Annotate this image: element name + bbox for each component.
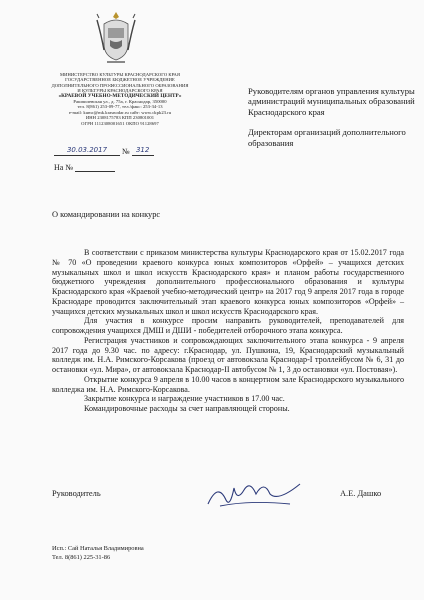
registration-date: 30.03.2017 [54, 146, 120, 156]
subject-line: О командировании на конкурс [52, 210, 161, 219]
number-label: № [122, 147, 130, 156]
phone: тел. 8(861) 253-09-77, тел./факс: 253-34-13 [77, 104, 163, 110]
institution-line: И КУЛЬТУРЫ КРАСНОДАРСКОГО КРАЯ [77, 88, 163, 94]
address: Рашпилевская ул., д. 75а, г. Краснодар, 350000 [73, 99, 167, 105]
signatory-name: А.Е. Дашко [340, 489, 382, 498]
coat-of-arms-icon [95, 10, 137, 66]
registration-date-line [54, 146, 154, 156]
center-name: «КРАЕВОЙ УЧЕБНО-МЕТОДИЧЕСКИЙ ЦЕНТР» [58, 92, 182, 99]
body-paragraph: Открытие конкурса 9 апреля в 10.00 часов в концертном зале Краснодарского музыкального колледжа им. Н.А. Римского-Корсакова. [52, 374, 404, 394]
letterhead [22, 72, 218, 126]
registration-number: 312 [132, 146, 154, 156]
body-paragraph: Регистрация участников и сопровождающих заключительного этапа конкурса - 9 апреля 2017 года до 9.30 час. по адресу: г.Краснодар, ул. Пушкина, 19, Краснодарский музыкальный колледж им. Н.А. Римского-Корсакова (проезд от автовокзала Краснодар-I троллейбусом № 6, 31 до остановки «ул. Мира», от автовокзала Краснодар-II автобусом № 1, 3 до остановки «ул. Постовая»). [52, 335, 404, 374]
reference-label: На № [54, 163, 73, 172]
reference-line [54, 162, 115, 172]
body-paragraph: В соответствии с приказом министерства культуры Краснодарского края от 15.02.2017 года № 70 «О проведении краевого конкурса юных композиторов «Орфей» – учащихся детских музыкальных школ и школ искусств Краснодарского края» и планом работы государственного бюджетного учреждения дополнительного профессионального образования и культуры Краснодарского края «Краевой учебно-методический центр» на 2017 год 9 апреля 2017 года в городе Краснодаре проводится заключительный этап краевого конкурса юных композиторов «Орфей» – учащихся детских музыкальных школ и школ искусств Краснодарского края. [52, 248, 404, 316]
executor-name: Исп.: Сай Наталья Владимировна [52, 545, 144, 552]
letter-body [52, 248, 404, 414]
ogrn: ОГРН 1112308001651 ОКПО 91128697 [81, 120, 159, 126]
addressee-block [248, 86, 416, 148]
addressee-primary: Руководителям органов управления культуры администраций муниципальных образований Краснодарского края [248, 86, 415, 117]
addressee-secondary: Директорам организаций дополнительного образования [248, 127, 406, 148]
body-paragraph: Для участия в конкурсе просим направить руководителей, преподавателей для сопровождения учащихся ДМШ и ДШИ - победителей отборочного этапа конкурса. [52, 316, 404, 335]
handwritten-signature [200, 476, 310, 512]
signatory-role: Руководитель [52, 489, 101, 498]
institution-line: ДОПОЛНИТЕЛЬНОГО ПРОФЕССИОНАЛЬНОГО ОБРАЗОВАНИЯ [51, 82, 189, 88]
body-paragraph: Закрытие конкурса и награждение участников в 17.00 час. [84, 394, 285, 404]
inn: ИНН 2308175783 КПП 230801001 [85, 115, 155, 121]
executor-info [52, 544, 144, 562]
ministry-name: МИНИСТЕРСТВО КУЛЬТУРЫ КРАСНОДАРСКОГО КРАЯ [59, 72, 181, 77]
reference-number [75, 162, 115, 172]
email: e-mail: kumc@mk.krasnodar.ru сайт: www.ckpk23.ru [68, 109, 172, 115]
executor-phone: Тел. 8(861) 225-31-86 [52, 554, 111, 562]
body-paragraph: Командировочные расходы за счет направляющей стороны. [84, 404, 290, 413]
institution-line: ГОСУДАРСТВЕННОЕ БЮДЖЕТНОЕ УЧРЕЖДЕНИЕ [65, 77, 175, 83]
